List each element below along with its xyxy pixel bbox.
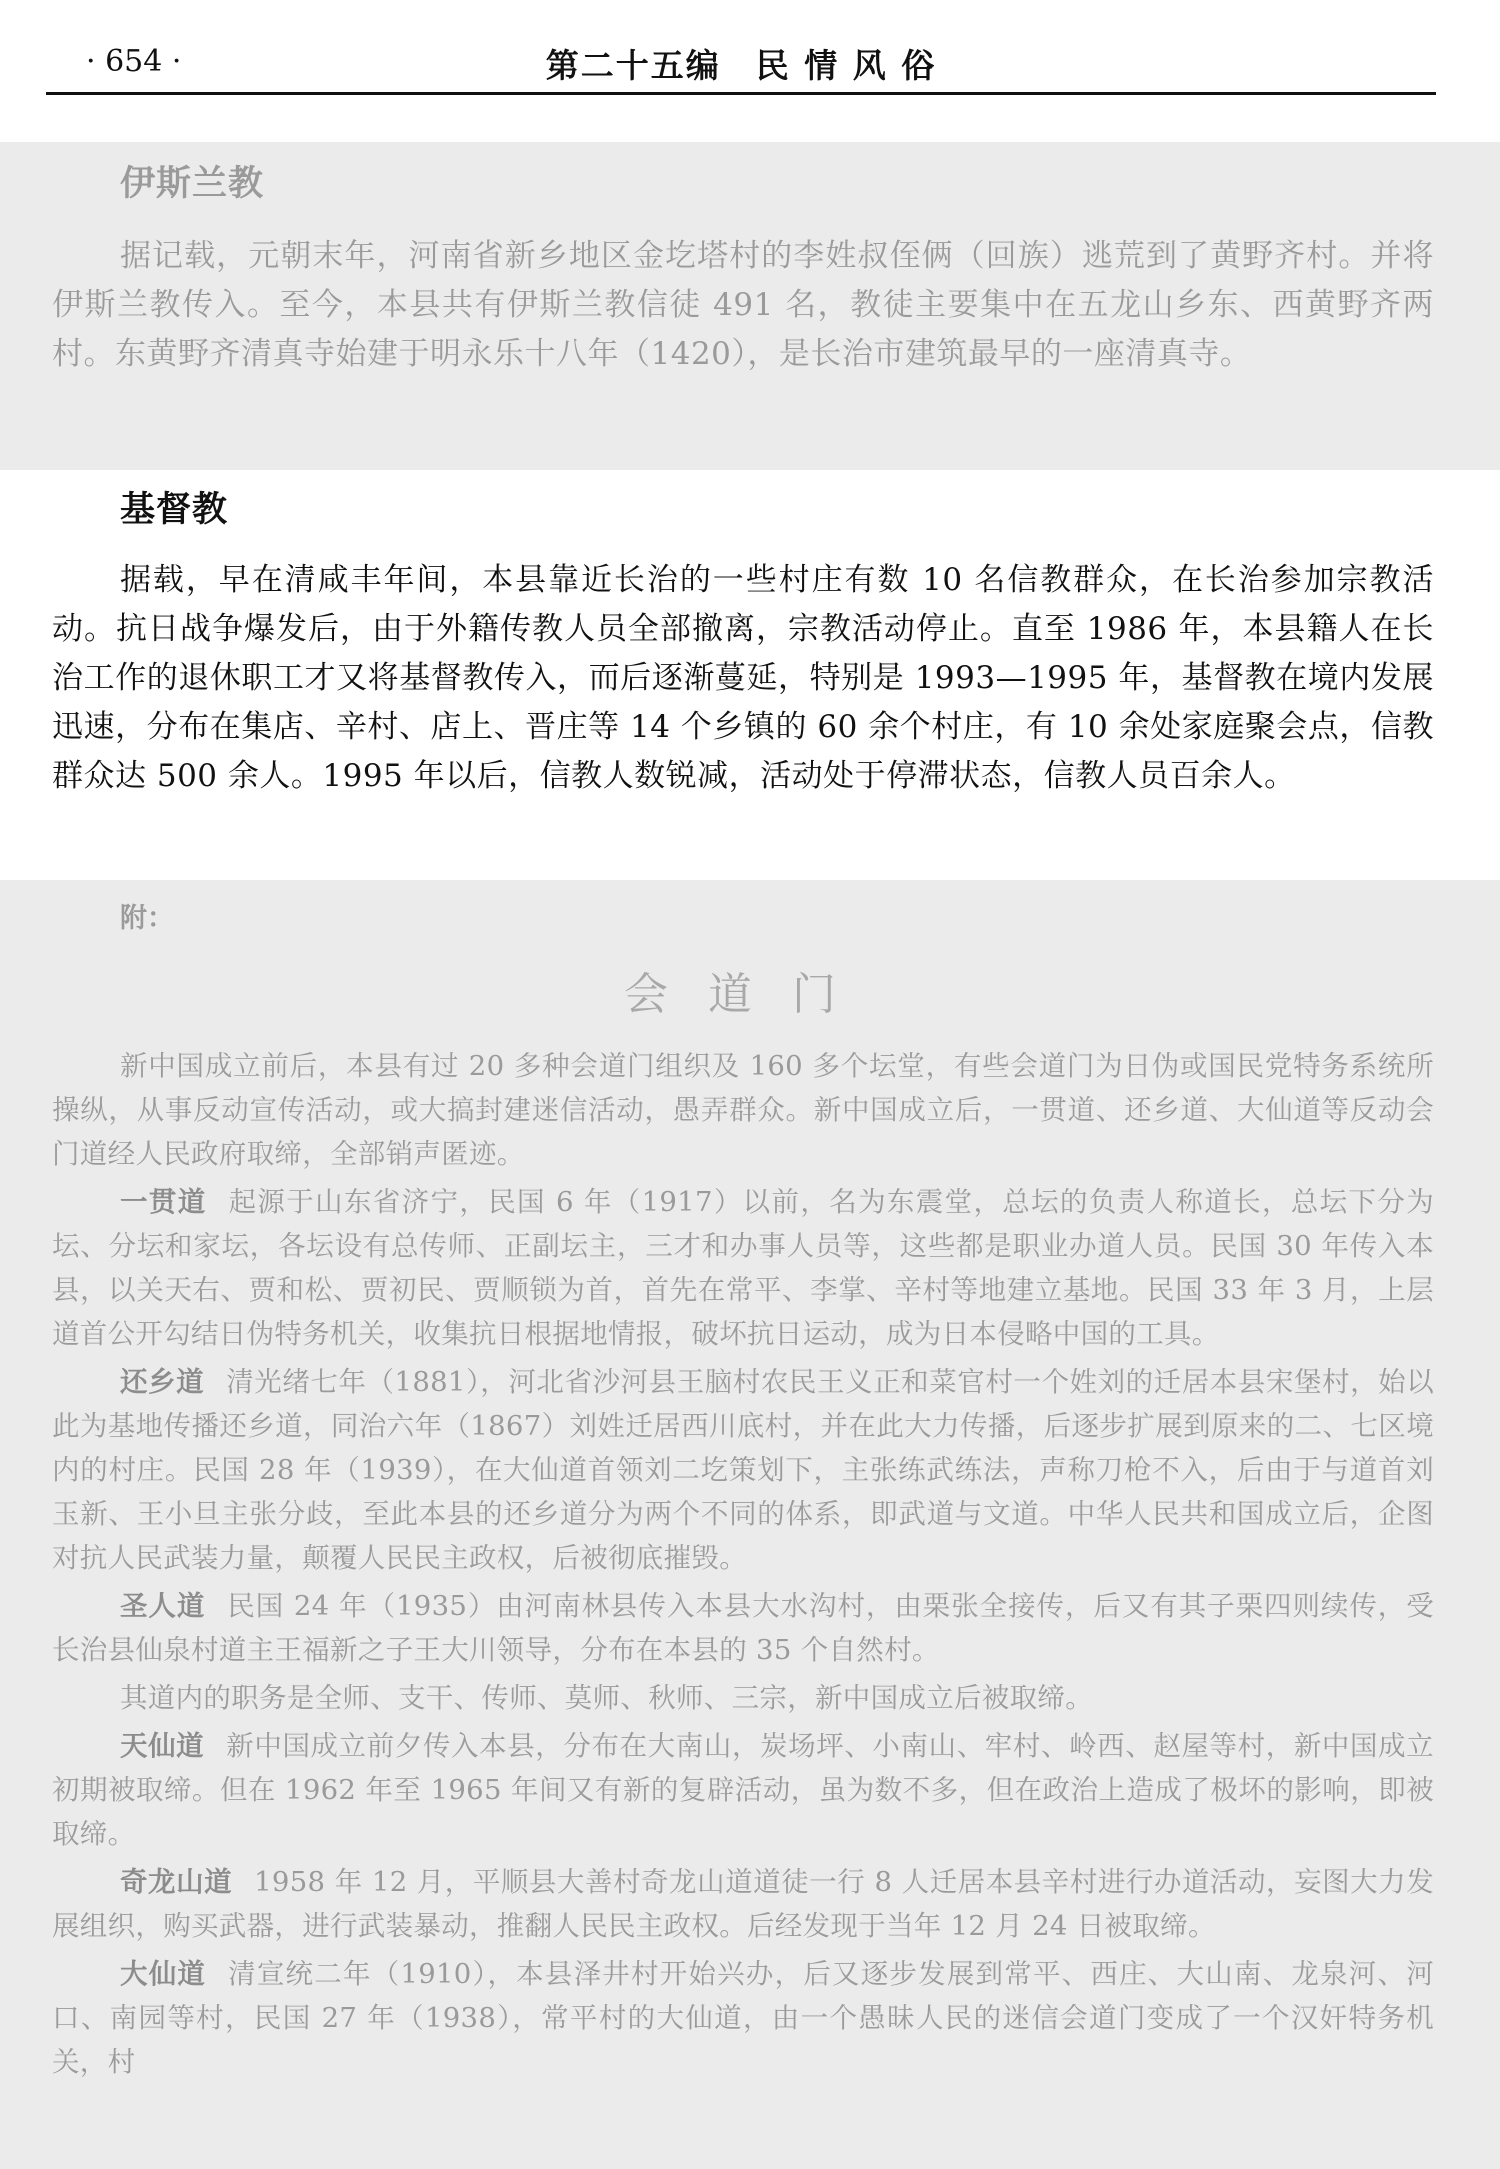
entry-text: 1958 年 12 月，平顺县大善村奇龙山道道徒一行 8 人迁居本县辛村进行办道活动，妄图大力发展组织，购买武器，进行武装暴动，推翻人民民主政权。后经发现于当年 12 月 24 日被取缔。 <box>52 1866 1435 1942</box>
entry-name: 奇龙山道 <box>120 1866 233 1898</box>
entry-huanxiangdao <box>52 1360 1434 1580</box>
entry-tianxiandao <box>52 1724 1434 1856</box>
section-title-christianity: 基督教 <box>120 490 229 530</box>
entry-text: 清宣统二年（1910），本县泽井村开始兴办，后又逐步发展到常平、西庄、大山南、龙泉河、河口、南园等村，民国 27 年（1938），常平村的大仙道，由一个愚昧人民的迷信会道门变成了一个汉奸特务机关，村 <box>52 1958 1434 2078</box>
entry-name: 一贯道 <box>120 1186 207 1218</box>
entry-text: 民国 24 年（1935）由河南林县传入本县大水沟村，由栗张全接传，后又有其子栗四则续传，受长治县仙泉村道主王福新之子王大川领导，分布在本县的 35 个自然村。 <box>52 1590 1434 1666</box>
running-title: 第二十五编 民 情 风 俗 <box>545 46 937 85</box>
entry-name: 大仙道 <box>120 1958 207 1990</box>
page-number: · 654 · <box>86 44 182 79</box>
page-header <box>46 30 1436 95</box>
appendix-body <box>0 1044 1500 2084</box>
paragraph-christianity: 据载，早在清咸丰年间，本县靠近长治的一些村庄有数 10 名信教群众，在长治参加宗教活动。抗日战争爆发后，由于外籍传教人员全部撤离，宗教活动停止。直至 1986 年，本县籍人在长治工作的退休职工才又将基督教传入，而后逐渐蔓延，特别是 1993—1995 年，基督教在境内发展迅速，分布在集店、辛村、店上、晋庄等 14 个乡镇的 60 余个村庄，有 10 余处家庭聚会点，信教群众达 500 余人。1995 年以后，信教人数锐减，活动处于停滞状态，信教人员百余人。 <box>52 562 1434 794</box>
entry-text: 清光绪七年（1881），河北省沙河县王脑村农民王义正和菜官村一个姓刘的迁居本县宋堡村，始以此为基地传播还乡道，同治六年（1867）刘姓迁居西川底村，并在此大力传播，后逐步扩展到原来的二、七区境内的村庄。民国 28 年（1939），在大仙道首领刘二圪策划下，主张练武练法，声称刀枪不入，后由于与道首刘玉新、王小旦主张分歧，至此本县的还乡道分为两个不同的体系，即武道与文道。中华人民共和国成立后，企图对抗人民武装力量，颠覆人民民主政权，后被彻底摧毁。 <box>52 1366 1435 1574</box>
paragraph-islam: 据记载，元朝末年，河南省新乡地区金圪塔村的李姓叔侄俩（回族）逃荒到了黄野齐村。并将伊斯兰教传入。至今，本县共有伊斯兰教信徒 491 名，教徒主要集中在五龙山乡东、西黄野齐两村。东黄野齐清真寺始建于明永乐十八年（1420），是长治市建筑最早的一座清真寺。 <box>52 238 1434 372</box>
appendix-title: 会道门 <box>624 969 876 1020</box>
entry-yiguandao <box>52 1180 1434 1356</box>
entry-text: 其道内的职务是全师、支干、传师、莫师、秋师、三宗，新中国成立后被取缔。 <box>120 1682 1093 1714</box>
entry-name: 圣人道 <box>120 1590 206 1622</box>
entry-text: 起源于山东省济宁，民国 6 年（1917）以前，名为东震堂，总坛的负责人称道长，总坛下分为坛、分坛和家坛，各坛设有总传师、正副坛主，三才和办事人员等，这些都是职业办道人员。民国 30 年传入本县，以关天右、贾和松、贾初民、贾顺锁为首，首先在常平、李掌、辛村等地建立基地。民国 33 年 3 月，上层道首公开勾结日伪特务机关，收集抗日根据地情报，破坏抗日运动，成为日本侵略中国的工具。 <box>52 1186 1434 1350</box>
entry-shengrendao <box>52 1584 1434 1672</box>
entry-name: 天仙道 <box>120 1730 205 1762</box>
entry-name: 还乡道 <box>120 1366 205 1398</box>
appendix-label: 附： <box>120 903 174 934</box>
entry-text: 新中国成立前夕传入本县，分布在大南山，炭场坪、小南山、牢村、岭西、赵屋等村，新中国成立初期被取缔。但在 1962 年至 1965 年间又有新的复辟活动，虽为数不多，但在政治上造成了极坏的影响，即被取缔。 <box>52 1730 1434 1850</box>
appendix-intro: 新中国成立前后，本县有过 20 多种会道门组织及 160 多个坛堂，有些会道门为日伪或国民党特务系统所操纵，从事反动宣传活动，或大搞封建迷信活动，愚弄群众。新中国成立后，一贯道、还乡道、大仙道等反动会门道经人民政府取缔，全部销声匿迹。 <box>52 1050 1434 1170</box>
entry-shengrendao-note <box>52 1676 1434 1720</box>
section-title-islam: 伊斯兰教 <box>120 164 265 204</box>
entry-qilongshandao <box>52 1860 1434 1948</box>
entry-daxiandao <box>52 1952 1434 2084</box>
